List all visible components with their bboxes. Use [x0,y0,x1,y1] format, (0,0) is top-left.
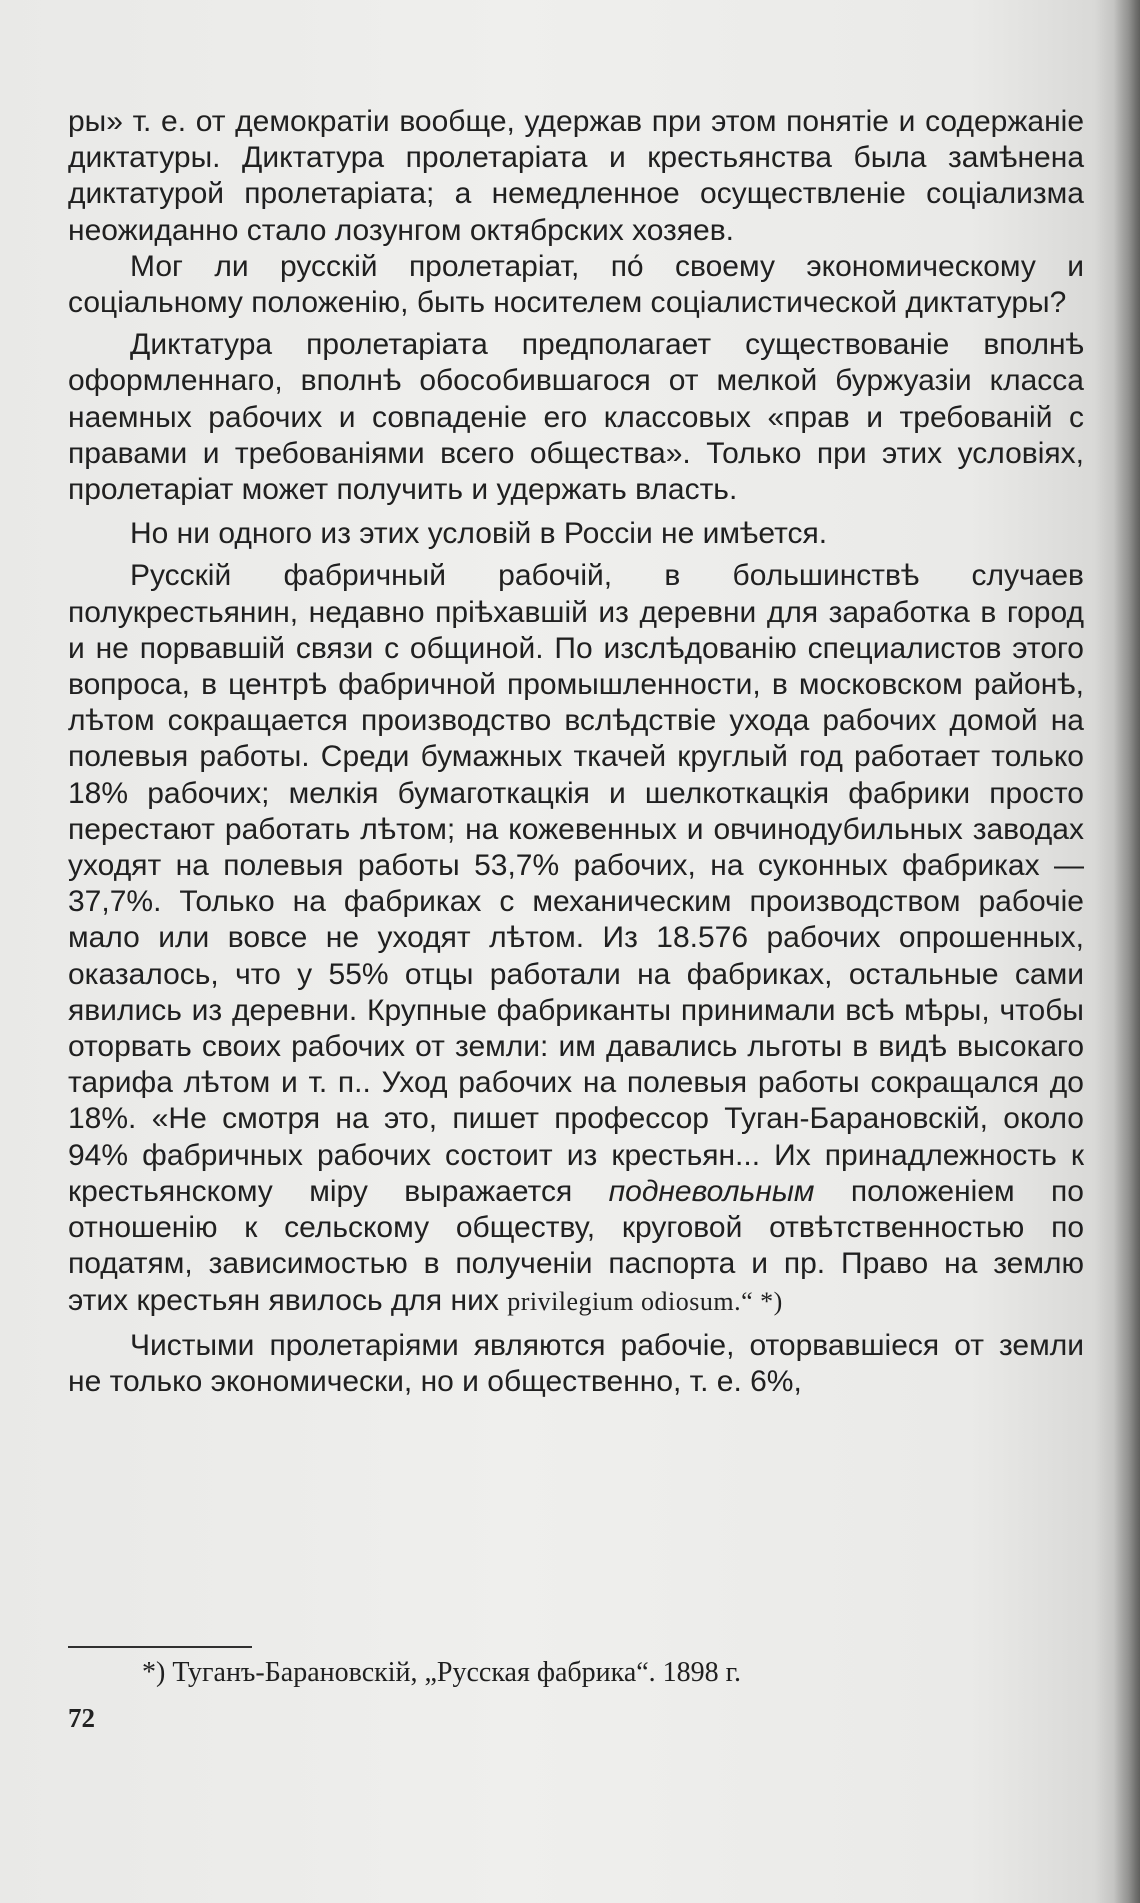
paragraph-6: Чистыми пролетаріями являются рабочіе, оторвавшіеся от земли не только экономически, но и общественно, т. е. 6%, [68,1328,1084,1398]
page-edge-shadow [1114,0,1140,1903]
italic-word: подневольным [608,1174,815,1208]
paragraph-1: ры» т. е. от демократіи вообще, удержав при этом понятіе и содержаніе диктатуры. Диктатура пролетаріата и крестьянства была замѣнена диктатурой пролетаріата; а немедленное осуществленіе соціализма неожиданно стало лозунгом октябрских хозяев. [68,105,1084,247]
paragraph-5-continued: положеніем по отношенію к сельскому обществу, круговой отвѣтственностью по податям, зависимостью в полученіи паспорта и пр. Право на землю этих крестьян явилось для них [68,1174,1084,1317]
paragraph-4: Но ни одного из этих условій в Россіи не имѣется. [130,517,828,551]
page-number: 72 [68,1703,95,1733]
footnote-rule [68,1646,252,1648]
latin-phrase: privilegium odiosum.“ *) [507,1286,783,1316]
main-text [68,104,1084,1400]
paragraph-2: Мог ли русскій пролетаріат, по́ своему экономическому и соціальному положенію, быть носителем соціалистической диктатуры? [68,249,1084,320]
paragraph-5-text: Русскій фабричный рабочій, в большинствѣ случаев полукрестьянин, недавно пріѣхавшій из деревни для заработка в город и не порвавшій связи с общиной. По изслѣдованію специалистов этого вопроса, в центрѣ фабричной промышленности, в московском районѣ, лѣтом сокращается производство вслѣдствіе ухода рабочих домой на полевыя работы. Среди бумажных ткачей круглый год работает только 18% рабочих; мелкія бумаготкацкія и шелкоткацкія фабрики просто перестают работать лѣтом; на кожевенных и овчинодубильных заводах уходят на полевыя работы 53,7% рабочих, на суконных фабриках — 37,7%. Только на фабриках с механическим производством рабочіе мало или вовсе не уходят лѣтом. Из 18.576 рабочих опрошенных, оказалось, что у 55% отцы работали на фабриках, остальные сами явились из деревни. Крупные фабриканты принимали всѣ мѣры, чтобы оторвать своих рабочих от земли: им давались льготы в видѣ высокаго тарифа лѣтом и т. п.. Уход рабочих на полевыя работы сокращался до 18%. «Не смотря на это, пишет профессор Туган-Барановскій, около 94% фабричных рабочих состоит из крестьян... Их принадлежность к крестьянскому міру выражается [68,559,1084,1208]
paragraph-3: Диктатура пролетаріата предполагает существованіе вполнѣ оформленнаго, вполнѣ обособившагося от мелкой буржуазіи класса наемных рабочих и совпаденіе его классовых «прав и требованій с правами и требованіями всего общества». Только при этих условіях, пролетаріат может получить и удержать власть. [68,328,1084,507]
footnote: *) Туганъ-Барановскій, „Русская фабрика“. 1898 г. [142,1657,742,1688]
paragraph-5 [68,558,1084,1319]
